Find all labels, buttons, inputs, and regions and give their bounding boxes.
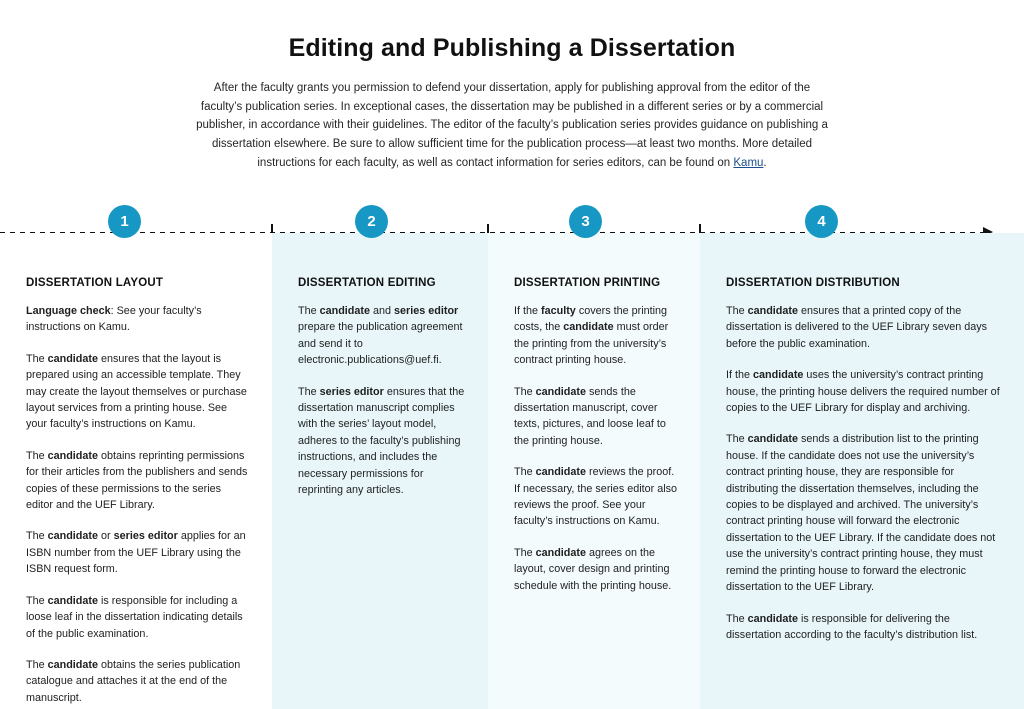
- step-paragraph: The candidate ensures that a printed copy of the dissertation is delivered to the UEF Library seven days before the public examination.: [726, 305, 988, 350]
- step-paragraph: The candidate obtains reprinting permissions for their articles from the publishers and sends copies of these permissions to the series editor and the UEF Library.: [26, 449, 248, 512]
- intro-text-after-link: .: [763, 156, 767, 169]
- step-paragraph: The candidate and series editor prepare the publication agreement and send it to electronic.publications@uef.fi.: [298, 305, 463, 367]
- step-column-4: [700, 213, 1024, 709]
- step-badge-1: 1: [108, 205, 141, 238]
- step-paragraph: The candidate is responsible for delivering the dissertation according to the faculty’s distribution list.: [726, 612, 978, 641]
- step-body-1: [26, 303, 250, 706]
- step-paragraph: The candidate or series editor applies for an ISBN number from the UEF Library using the ISBN request form.: [26, 530, 246, 576]
- step-badge-4: 4: [805, 205, 838, 238]
- step-paragraph: If the candidate uses the university’s contract printing house, the printing house delivers the required number of copies to the UEF Library for display and archiving.: [726, 369, 1000, 415]
- step-paragraph: If the faculty covers the printing costs, the candidate must order the printing from the university’s contract printing house.: [514, 305, 669, 367]
- step-paragraph: The candidate is responsible for including a loose leaf in the dissertation indicating details of the public examination.: [26, 594, 243, 640]
- step-column-1: [0, 213, 272, 709]
- step-badge-2: 2: [355, 205, 388, 238]
- step-body-3: [514, 303, 678, 594]
- step-paragraph: Language check: See your faculty’s instructions on Kamu.: [26, 305, 202, 334]
- kamu-link[interactable]: Kamu: [733, 156, 764, 169]
- step-paragraph: The candidate reviews the proof. If necessary, the series editor also reviews the proof. See your faculty’s instructions on Kamu.: [514, 466, 678, 528]
- step-body-4: [726, 303, 1002, 643]
- intro-text-before-link: After the faculty grants you permission to defend your dissertation, apply for publishing approval from the editor of the faculty’s publication series. In exceptional cases, the dissertation may be published in a different series or by a commercial publisher, in accordance with their guidelines. The editor of the faculty’s publication series provides guidance on publishing a dissertation elsewhere. Be sure to allow sufficient time for the publication process—at least two months. More detailed instructions for each faculty, as well as contact information for series editors, can be found on: [196, 82, 828, 169]
- step-heading-3: DISSERTATION PRINTING: [514, 277, 661, 289]
- step-paragraph: The series editor ensures that the dissertation manuscript complies with the series’ layout model, adheres to the faculty’s publishing instructions, and includes the necessary permissions for reprinting any articles.: [298, 385, 465, 497]
- step-column-2: [272, 213, 488, 709]
- step-heading-2: DISSERTATION EDITING: [298, 277, 436, 289]
- step-paragraph: The candidate sends a distribution list to the printing house. If the candidate does not use the university’s contract printing house, they are responsible for distributing the dissertation themselves, including the copies to be displayed and archived. The university’s contract printing house will forward the electronic dissertation to the UEF Library. If the candidate does not use the university’s contract printing house, they must remind the printing house to forward the electronic dissertation to the UEF Library.: [726, 433, 996, 594]
- intro-paragraph: [192, 79, 832, 172]
- step-heading-4: DISSERTATION DISTRIBUTION: [726, 277, 900, 289]
- step-paragraph: The candidate obtains the series publication catalogue and attaches it at the end of the manuscript.: [26, 658, 241, 704]
- steps-container: [0, 213, 1024, 709]
- step-badge-3: 3: [569, 205, 602, 238]
- step-column-3: [488, 213, 700, 709]
- page-title: Editing and Publishing a Dissertation: [288, 34, 736, 62]
- header: [0, 0, 1024, 172]
- step-body-2: [298, 303, 466, 498]
- step-paragraph: The candidate sends the dissertation manuscript, cover texts, pictures, and loose leaf to the printing house.: [514, 385, 666, 447]
- step-heading-1: DISSERTATION LAYOUT: [26, 277, 164, 289]
- step-paragraph: The candidate ensures that the layout is prepared using an accessible template. They may create the layout themselves or purchase layout services from a printing house. See your faculty’s instructions on Kamu.: [26, 352, 247, 431]
- step-paragraph: The candidate agrees on the layout, cover design and printing schedule with the printing house.: [514, 546, 672, 592]
